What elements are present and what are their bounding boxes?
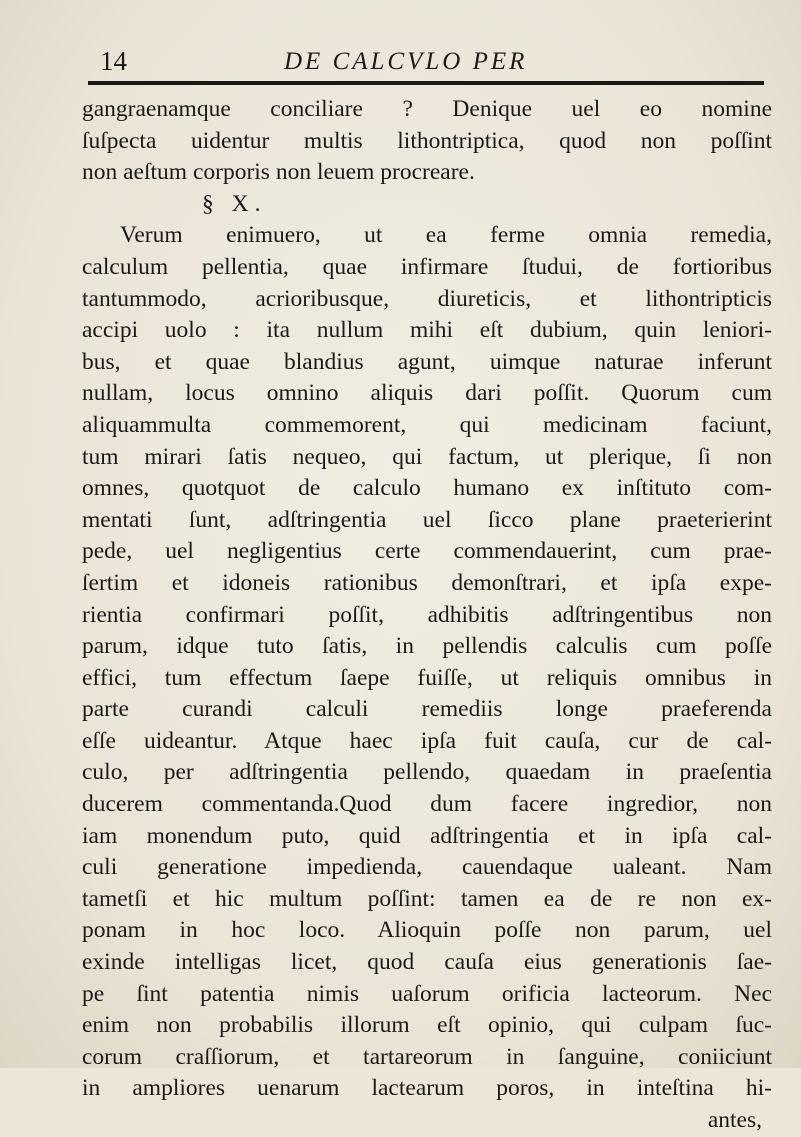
text-line: ſertim et idoneis rationibus demonſtrari, et ipſa expe- xyxy=(82,569,772,596)
text-line: nullam, locus omnino aliquis dari poſſit. Quorum cum xyxy=(82,380,772,407)
text-line: eſſe uideantur. Atque haec ipſa fuit cauſa, cur de cal- xyxy=(82,727,772,754)
text-line: tametſi et hic multum poſſint: tamen ea de re non ex- xyxy=(82,885,772,912)
text-line: tantummodo, acrioribusque, diureticis, et lithontripticis xyxy=(82,285,772,312)
text-line: aliquammulta commemorent, qui medicinam faciunt, xyxy=(82,411,772,438)
text-line: exinde intelligas licet, quod cauſa eius generationis ſae- xyxy=(82,949,772,976)
text-line: pede, uel negligentius certe commendauerint, cum prae- xyxy=(82,538,772,565)
text-line: non aeſtum corporis non leuem procreare. xyxy=(82,159,475,186)
section-heading: § X. xyxy=(202,190,267,217)
page-header xyxy=(86,44,766,84)
text-line: effici, tum effectum ſaepe fuiſſe, ut reliquis omnibus in xyxy=(82,664,772,691)
text-line: rientia confirmari poſſit, adhibitis adſtringentibus non xyxy=(82,601,772,628)
text-line: tum mirari ſatis nequeo, qui factum, ut plerique, ſi non xyxy=(82,443,772,470)
text-line: ſuſpecta uidentur multis lithontriptica, quod non poſſint xyxy=(82,127,772,154)
catchword: antes, xyxy=(707,1107,762,1133)
text-line: mentati ſunt, adſtringentia uel ſicco plane praeterierint xyxy=(82,506,772,533)
text-line: iam monendum puto, quid adſtringentia et in ipſa cal- xyxy=(82,822,772,849)
text-line: corum craſſiorum, et tartareorum in ſanguine, coniiciunt xyxy=(82,1043,772,1070)
running-head: DE CALCVLO PER xyxy=(284,48,528,75)
page-number: 14 xyxy=(100,46,127,76)
body-text xyxy=(82,94,772,1137)
text-line: Verum enimuero, ut ea ferme omnia remedia, xyxy=(120,222,772,249)
text-line: parte curandi calculi remediis longe praeferenda xyxy=(82,696,772,723)
header-rule xyxy=(88,81,764,85)
text-line: ducerem commentanda.Quod dum facere ingredior, non xyxy=(82,791,772,818)
text-line: pe ſint patentia nimis uaſorum orificia lacteorum. Nec xyxy=(82,980,772,1007)
text-line: ponam in hoc loco. Alioquin poſſe non parum, uel xyxy=(82,917,772,944)
text-line: bus, et quae blandius agunt, uimque naturae inferunt xyxy=(82,348,772,375)
text-line: parum, idque tuto ſatis, in pellendis calculis cum poſſe xyxy=(82,633,772,660)
text-line: culo, per adſtringentia pellendo, quaedam in praeſentia xyxy=(82,759,772,786)
text-line: in ampliores uenarum lactearum poros, in inteſtina hi- xyxy=(82,1075,772,1102)
text-line: accipi uolo : ita nullum mihi eſt dubium, quin leniori- xyxy=(82,317,772,344)
text-line: enim non probabilis illorum eſt opinio, qui culpam ſuc- xyxy=(82,1012,772,1039)
text-line: omnes, quotquot de calculo humano ex inſtituto com- xyxy=(82,475,772,502)
text-line: culi generatione impedienda, cauendaque ualeant. Nam xyxy=(82,854,772,881)
text-line: gangraenamque conciliare ? Denique uel eo nomine xyxy=(82,96,772,122)
text-line: calculum pellentia, quae infirmare ſtudui, de fortioribus xyxy=(82,253,772,280)
